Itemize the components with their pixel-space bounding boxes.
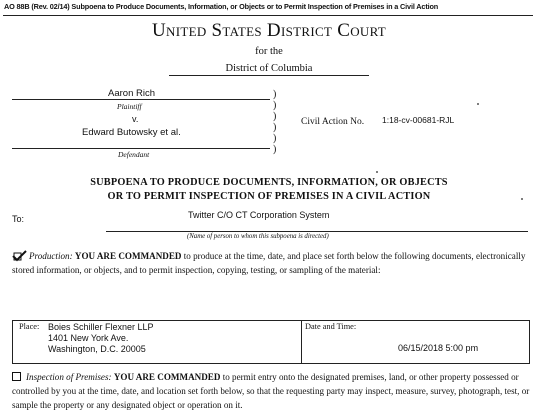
civil-action-label: Civil Action No.	[301, 117, 365, 127]
district-rule	[169, 75, 369, 76]
plaintiff-label: Plaintiff	[117, 102, 142, 111]
unchecked-box-icon	[12, 372, 21, 381]
to-label: To:	[12, 214, 25, 224]
caption-paren: )	[273, 133, 277, 144]
caption-paren: )	[273, 111, 277, 122]
subpoena-title-line2: OR TO PERMIT INSPECTION OF PREMISES IN A CIVIL ACTION	[107, 191, 431, 202]
defendant-name: Edward Butowsky et al.	[82, 127, 181, 138]
date-time-value: 06/15/2018 5:00 pm	[398, 343, 479, 353]
place-line-2: 1401 New York Ave.	[48, 333, 129, 343]
caption-paren: )	[273, 89, 277, 100]
court-title: United States District Court	[152, 20, 386, 41]
subpoena-title-line1: SUBPOENA TO PRODUCE DOCUMENTS, INFORMATION, OR OBJECTS	[90, 177, 448, 188]
caption-paren: )	[273, 122, 277, 133]
caption-paren: )	[273, 144, 277, 155]
place-label: Place:	[19, 322, 40, 331]
district-name: District of Columbia	[225, 63, 313, 74]
versus-label: v.	[132, 114, 139, 124]
for-the-label: for the	[255, 46, 283, 57]
scan-speck	[376, 171, 378, 173]
production-label: Production:	[29, 251, 73, 261]
date-time-label: Date and Time:	[305, 322, 357, 331]
inspection-commanded: YOU ARE COMMANDED	[113, 372, 221, 382]
civil-action-number: 1:18-cv-00681-RJL	[382, 115, 455, 125]
recipient-rule	[106, 231, 528, 232]
recipient-caption: (Name of person to whom this subpoena is directed)	[187, 233, 329, 240]
scan-speck	[521, 198, 523, 200]
recipient-name: Twitter C/O CT Corporation System	[188, 210, 330, 220]
caption-paren: )	[273, 100, 277, 111]
inspection-text: to permit entry onto the designated premises, land, or other property possessed or controlled by you at the time, date, and location set forth below, so that the requesting party may inspect, measure, survey, photograph, test, or sample the property or any designated object or operation on it.	[12, 372, 530, 410]
production-commanded: YOU ARE COMMANDED	[74, 251, 182, 261]
top-rule	[3, 15, 533, 16]
defendant-rule	[12, 148, 270, 149]
plaintiff-name: Aaron Rich	[108, 88, 155, 99]
scan-speck	[477, 103, 479, 105]
production-paragraph	[12, 249, 530, 277]
defendant-label: Defendant	[118, 150, 150, 159]
place-line-1: Boies Schiller Flexner LLP	[48, 322, 154, 332]
form-identifier: AO 88B (Rev. 02/14) Subpoena to Produce Documents, Information, or Objects or to Permit Inspection of Premises in a Civil Action	[4, 2, 439, 11]
place-line-3: Washington, D.C. 20005	[48, 344, 146, 354]
plaintiff-rule	[12, 99, 270, 100]
inspection-label: Inspection of Premises:	[26, 372, 112, 382]
inspection-paragraph	[12, 370, 530, 412]
place-date-divider	[301, 320, 302, 364]
production-text: to produce at the time, date, and place set forth below the following documents, electronically stored information, or objects, and to permit inspection, copying, testing, or sampling of the material:	[12, 251, 526, 275]
